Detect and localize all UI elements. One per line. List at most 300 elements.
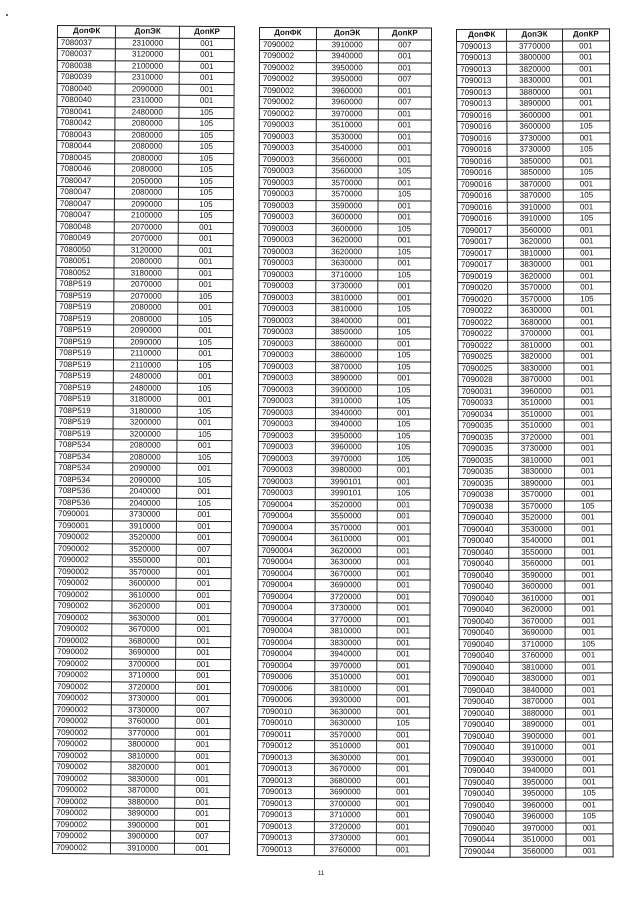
dopfk-cell: 708P534 bbox=[55, 451, 113, 463]
dopfk-cell: 708P519 bbox=[55, 347, 113, 359]
table-row bbox=[53, 704, 230, 717]
dopfk-cell: 7090003 bbox=[259, 143, 316, 155]
dopek-cell: 3620000 bbox=[508, 271, 563, 283]
table-row bbox=[458, 454, 611, 466]
dopek-cell: 3560000 bbox=[316, 154, 378, 166]
dopkr-cell: 105 bbox=[376, 718, 429, 730]
table-row bbox=[55, 382, 232, 395]
table-row bbox=[53, 761, 230, 774]
table-row bbox=[257, 809, 429, 821]
dopkr-cell: 105 bbox=[377, 327, 430, 339]
dopkr-cell: 001 bbox=[377, 522, 430, 534]
dopek-cell: 3180000 bbox=[114, 394, 178, 406]
dopek-cell: 3700000 bbox=[508, 328, 563, 340]
dopfk-cell: 7090040 bbox=[460, 777, 511, 789]
dopek-cell: 3550000 bbox=[509, 547, 564, 559]
table-row bbox=[460, 776, 613, 788]
dopek-cell: 3600000 bbox=[507, 110, 562, 122]
dopfk-cell: 7090040 bbox=[460, 800, 511, 812]
dopek-cell: 3810000 bbox=[508, 248, 563, 260]
table-row bbox=[55, 347, 232, 360]
table-row bbox=[259, 315, 431, 327]
dopek-cell: 3900000 bbox=[111, 831, 175, 843]
dopfk-cell: 7090013 bbox=[258, 752, 315, 764]
dopek-cell: 3720000 bbox=[509, 432, 564, 444]
dopkr-cell: 001 bbox=[563, 132, 610, 144]
dopkr-cell: 001 bbox=[564, 362, 611, 374]
dopkr-cell: 001 bbox=[175, 797, 230, 809]
table-row bbox=[55, 485, 232, 498]
dopfk-cell: 7090044 bbox=[460, 846, 511, 858]
dopkr-cell: 001 bbox=[179, 61, 234, 73]
table-row bbox=[54, 520, 231, 533]
dopek-cell: 3620000 bbox=[509, 604, 564, 616]
dopkr-cell: 001 bbox=[179, 84, 234, 96]
dopfk-cell: 7090040 bbox=[460, 754, 511, 766]
dopek-cell: 3630000 bbox=[316, 258, 378, 270]
dopfk-cell: 7090003 bbox=[259, 396, 316, 408]
dopkr-cell: 001 bbox=[178, 268, 233, 280]
dopfk-cell: 7090040 bbox=[459, 593, 510, 605]
dopfk-cell: 7090040 bbox=[459, 639, 510, 651]
dopek-cell: 3820000 bbox=[507, 64, 562, 76]
dopkr-cell: 001 bbox=[565, 730, 612, 742]
dopfk-cell: 7090040 bbox=[460, 788, 511, 800]
table-row bbox=[53, 715, 230, 728]
dopkr-cell: 105 bbox=[378, 166, 431, 178]
dopfk-cell: 7090004 bbox=[258, 648, 315, 660]
table-row bbox=[460, 799, 613, 811]
table-row bbox=[459, 707, 612, 719]
dopfk-cell: 7090003 bbox=[259, 304, 316, 316]
dopek-cell: 3960000 bbox=[510, 811, 565, 823]
dopek-cell: 2070000 bbox=[114, 279, 178, 291]
dopkr-cell: 001 bbox=[178, 279, 233, 291]
dopfk-cell: 7090003 bbox=[259, 350, 316, 362]
table-row bbox=[457, 236, 610, 248]
dopkr-cell: 001 bbox=[376, 741, 429, 753]
dopkr-cell: 001 bbox=[562, 40, 609, 52]
table-row bbox=[259, 246, 431, 258]
dopek-cell: 3620000 bbox=[112, 601, 176, 613]
dopkr-cell: 001 bbox=[175, 785, 230, 797]
dopfk-cell: 7090003 bbox=[259, 131, 316, 143]
dopkr-cell: 001 bbox=[565, 707, 612, 719]
dopkr-cell: 001 bbox=[378, 108, 431, 120]
dopfk-cell: 708P519 bbox=[56, 336, 114, 348]
table-row bbox=[53, 738, 230, 751]
dopkr-cell: 001 bbox=[378, 143, 431, 155]
table-row bbox=[259, 108, 431, 120]
dopfk-cell: 7090004 bbox=[258, 625, 315, 637]
table-row bbox=[258, 487, 430, 499]
page-number: 11 bbox=[318, 871, 325, 877]
dopek-cell: 3520000 bbox=[113, 532, 177, 544]
table-row bbox=[259, 212, 431, 224]
table-row bbox=[259, 223, 431, 235]
dopkr-cell: 001 bbox=[562, 98, 609, 110]
dopek-cell: 3960000 bbox=[316, 97, 378, 109]
dopfk-cell: 7090003 bbox=[259, 281, 316, 293]
dopfk-cell: 7090040 bbox=[459, 708, 510, 720]
header-dopfk: ДопФК bbox=[457, 29, 508, 41]
dopkr-cell: 001 bbox=[175, 693, 230, 705]
dopek-cell: 2080000 bbox=[115, 187, 179, 199]
dopfk-cell: 7090002 bbox=[53, 738, 111, 750]
dopfk-cell: 7090010 bbox=[258, 706, 315, 718]
dopfk-cell: 7090002 bbox=[53, 784, 111, 796]
dopek-cell: 3600000 bbox=[509, 581, 564, 593]
dopfk-cell: 7090002 bbox=[54, 658, 112, 670]
dopek-cell: 3770000 bbox=[507, 41, 562, 53]
dopkr-cell: 105 bbox=[179, 187, 234, 199]
dopek-cell: 3620000 bbox=[316, 246, 378, 258]
table-row bbox=[258, 683, 430, 695]
dopek-cell: 3540000 bbox=[316, 143, 378, 155]
dopfk-cell: 7090002 bbox=[53, 692, 111, 704]
dopkr-cell: 001 bbox=[376, 764, 429, 776]
table-row bbox=[57, 152, 234, 165]
table-row bbox=[55, 416, 232, 429]
table-row bbox=[259, 154, 431, 166]
dopkr-cell: 105 bbox=[377, 453, 430, 465]
table-row bbox=[458, 259, 611, 271]
dopfk-cell: 7090002 bbox=[54, 554, 112, 566]
dopkr-cell: 001 bbox=[565, 684, 612, 696]
dopek-cell: 3940000 bbox=[510, 765, 565, 777]
table-row bbox=[457, 155, 610, 167]
dopkr-cell: 001 bbox=[175, 808, 230, 820]
table-row bbox=[258, 407, 430, 419]
table-row bbox=[57, 95, 234, 108]
dopkr-cell: 001 bbox=[377, 568, 430, 580]
dopkr-cell: 105 bbox=[377, 304, 430, 316]
dopfk-cell: 7090002 bbox=[259, 97, 316, 109]
dopfk-cell: 7090004 bbox=[258, 568, 315, 580]
dopkr-cell: 001 bbox=[377, 603, 430, 615]
dopek-cell: 3850000 bbox=[508, 167, 563, 179]
dopkr-cell: 001 bbox=[564, 523, 611, 535]
dopek-cell: 2080000 bbox=[115, 129, 179, 141]
dopfk-cell: 7090035 bbox=[458, 466, 509, 478]
dopkr-cell: 105 bbox=[177, 429, 232, 441]
dopfk-cell: 7090016 bbox=[457, 156, 508, 168]
dopfk-cell: 7090002 bbox=[259, 51, 316, 63]
dopek-cell: 3630000 bbox=[315, 557, 377, 569]
table-row bbox=[459, 684, 612, 696]
dopek-cell: 2040000 bbox=[113, 497, 177, 509]
dopkr-cell: 001 bbox=[378, 62, 431, 74]
dopek-cell: 3840000 bbox=[315, 315, 377, 327]
dopek-cell: 2090000 bbox=[113, 463, 177, 475]
dopkr-cell: 001 bbox=[563, 247, 610, 259]
dopek-cell: 3630000 bbox=[314, 752, 376, 764]
dopek-cell: 3980000 bbox=[315, 465, 377, 477]
dopkr-cell: 001 bbox=[566, 834, 613, 846]
dopkr-cell: 105 bbox=[177, 475, 232, 487]
table-row bbox=[458, 374, 611, 386]
table-row bbox=[56, 267, 233, 280]
dopek-cell: 3820000 bbox=[508, 351, 563, 363]
table-row bbox=[57, 60, 234, 73]
dopkr-cell: 105 bbox=[377, 269, 430, 281]
dopek-cell: 3550000 bbox=[113, 555, 177, 567]
header-dopkr: ДопКР bbox=[378, 28, 431, 40]
dopkr-cell: 007 bbox=[176, 544, 231, 556]
code-table-3 bbox=[456, 28, 614, 858]
table-row bbox=[53, 807, 230, 820]
table-row bbox=[457, 132, 610, 144]
dopkr-cell: 001 bbox=[176, 567, 231, 579]
table-row bbox=[54, 658, 231, 671]
dopfk-cell: 7090017 bbox=[458, 259, 509, 271]
dopkr-cell: 001 bbox=[176, 624, 231, 636]
table-row bbox=[458, 351, 611, 363]
table-row bbox=[458, 282, 611, 294]
dopkr-cell: 001 bbox=[178, 245, 233, 257]
dopek-cell: 3890000 bbox=[509, 478, 564, 490]
dopek-cell: 3590000 bbox=[509, 570, 564, 582]
dopkr-cell: 007 bbox=[378, 39, 431, 51]
dopkr-cell: 001 bbox=[378, 85, 431, 97]
dopkr-cell: 001 bbox=[377, 511, 430, 523]
dopek-cell: 3520000 bbox=[315, 499, 377, 511]
dopek-cell: 3730000 bbox=[314, 833, 376, 845]
dopkr-cell: 001 bbox=[564, 569, 611, 581]
table-row bbox=[460, 845, 613, 857]
dopkr-cell: 001 bbox=[377, 373, 430, 385]
dopfk-cell: 7090006 bbox=[258, 694, 315, 706]
dopkr-cell: 001 bbox=[563, 305, 610, 317]
dopek-cell: 2100000 bbox=[116, 60, 180, 72]
dopkr-cell: 105 bbox=[378, 189, 431, 201]
dopfk-cell: 7090002 bbox=[54, 623, 112, 635]
dopfk-cell: 7090002 bbox=[53, 830, 111, 842]
table-body bbox=[257, 39, 431, 856]
dopek-cell: 3510000 bbox=[509, 420, 564, 432]
table-row bbox=[53, 773, 230, 786]
dopkr-cell: 001 bbox=[177, 417, 232, 429]
dopfk-cell: 7090016 bbox=[457, 121, 508, 133]
dopfk-cell: 7090002 bbox=[259, 62, 316, 74]
table-row bbox=[56, 290, 233, 303]
dopfk-cell: 708P519 bbox=[55, 393, 113, 405]
dopek-cell: 3850000 bbox=[315, 327, 377, 339]
dopfk-cell: 7090002 bbox=[54, 566, 112, 578]
dopek-cell: 3710000 bbox=[112, 670, 176, 682]
dopkr-cell: 001 bbox=[565, 776, 612, 788]
table-row bbox=[457, 40, 610, 52]
table-row bbox=[459, 592, 612, 604]
dopfk-cell: 7090003 bbox=[259, 154, 316, 166]
table-row bbox=[258, 591, 430, 603]
dopkr-cell: 105 bbox=[563, 144, 610, 156]
dopek-cell: 3810000 bbox=[111, 750, 175, 762]
dopek-cell: 3720000 bbox=[314, 821, 376, 833]
dopkr-cell: 001 bbox=[564, 546, 611, 558]
table-row bbox=[459, 673, 612, 685]
dopek-cell: 3520000 bbox=[509, 512, 564, 524]
dopfk-cell: 7090002 bbox=[54, 531, 112, 543]
dopkr-cell: 105 bbox=[565, 811, 612, 823]
dopkr-cell: 001 bbox=[565, 661, 612, 673]
table-body bbox=[457, 40, 614, 857]
dopkr-cell: 001 bbox=[563, 236, 610, 248]
table-row bbox=[459, 615, 612, 627]
dopkr-cell: 001 bbox=[565, 765, 612, 777]
dopfk-cell: 7090004 bbox=[258, 556, 315, 568]
dopfk-cell: 7090002 bbox=[54, 635, 112, 647]
dopkr-cell: 001 bbox=[175, 728, 230, 740]
dopfk-cell: 7090040 bbox=[459, 696, 510, 708]
dopfk-cell: 7080047 bbox=[56, 209, 114, 221]
dopfk-cell: 7090017 bbox=[457, 225, 508, 237]
table-row bbox=[458, 385, 611, 397]
dopek-cell: 3940000 bbox=[316, 51, 378, 63]
dopkr-cell: 001 bbox=[176, 601, 231, 613]
scan-speck bbox=[6, 14, 8, 16]
table-row bbox=[459, 558, 612, 570]
table-row bbox=[57, 175, 234, 188]
table-row bbox=[57, 141, 234, 154]
dopek-cell: 3830000 bbox=[508, 363, 563, 375]
dopfk-cell: 7090010 bbox=[258, 717, 315, 729]
table-row bbox=[458, 339, 611, 351]
table-row bbox=[258, 464, 430, 476]
table-row bbox=[459, 489, 612, 501]
dopek-cell: 3860000 bbox=[315, 350, 377, 362]
dopek-cell: 3870000 bbox=[315, 361, 377, 373]
dopfk-cell: 7080039 bbox=[57, 72, 115, 84]
dopkr-cell: 001 bbox=[564, 535, 611, 547]
dopkr-cell: 105 bbox=[378, 246, 431, 258]
dopkr-cell: 105 bbox=[179, 141, 234, 153]
dopfk-cell: 7090002 bbox=[53, 773, 111, 785]
table-row bbox=[259, 85, 431, 97]
dopfk-cell: 7090019 bbox=[458, 271, 509, 283]
table-row bbox=[258, 568, 430, 580]
table-row bbox=[257, 798, 429, 810]
table-row bbox=[259, 338, 431, 350]
table-row bbox=[258, 752, 430, 764]
dopkr-cell: 001 bbox=[175, 774, 230, 786]
dopkr-cell: 001 bbox=[377, 580, 430, 592]
dopkr-cell: 001 bbox=[178, 222, 233, 234]
dopkr-cell: 001 bbox=[565, 742, 612, 754]
dopkr-cell: 001 bbox=[377, 545, 430, 557]
dopfk-cell: 7090004 bbox=[258, 545, 315, 557]
table-row bbox=[259, 384, 431, 396]
dopfk-cell: 708P519 bbox=[55, 359, 113, 371]
table-row bbox=[56, 209, 233, 222]
dopkr-cell: 001 bbox=[378, 235, 431, 247]
table-row bbox=[458, 305, 611, 317]
dopek-cell: 2070000 bbox=[115, 221, 179, 233]
dopkr-cell: 001 bbox=[178, 233, 233, 245]
dopfk-cell: 7090003 bbox=[258, 441, 315, 453]
table-row bbox=[258, 717, 430, 729]
dopfk-cell: 708P519 bbox=[56, 278, 114, 290]
table-row bbox=[457, 144, 610, 156]
table-row bbox=[57, 49, 234, 62]
table-row bbox=[460, 730, 613, 742]
dopkr-cell: 001 bbox=[565, 615, 612, 627]
table-row bbox=[259, 292, 431, 304]
table-row bbox=[459, 650, 612, 662]
dopkr-cell: 001 bbox=[564, 581, 611, 593]
dopkr-cell: 105 bbox=[563, 190, 610, 202]
dopkr-cell: 001 bbox=[565, 753, 612, 765]
dopek-cell: 3570000 bbox=[509, 489, 564, 501]
dopfk-cell: 7090040 bbox=[460, 742, 511, 754]
dopkr-cell: 001 bbox=[377, 614, 430, 626]
table-row bbox=[259, 166, 431, 178]
dopek-cell: 3910000 bbox=[510, 742, 565, 754]
dopek-cell: 3550000 bbox=[315, 511, 377, 523]
dopkr-cell: 001 bbox=[176, 682, 231, 694]
dopfk-cell: 7090028 bbox=[458, 374, 509, 386]
dopkr-cell: 001 bbox=[564, 374, 611, 386]
dopek-cell: 3610000 bbox=[112, 589, 176, 601]
dopfk-cell: 7090013 bbox=[457, 64, 508, 76]
dopek-cell: 2080000 bbox=[115, 152, 179, 164]
dopek-cell: 3690000 bbox=[314, 787, 376, 799]
dopfk-cell: 7090040 bbox=[459, 616, 510, 628]
dopek-cell: 2480000 bbox=[114, 382, 178, 394]
dopek-cell: 3960000 bbox=[510, 800, 565, 812]
dopfk-cell: 7090040 bbox=[460, 765, 511, 777]
dopek-cell: 3120000 bbox=[116, 49, 180, 61]
dopfk-cell: 7090016 bbox=[457, 202, 508, 214]
dopek-cell: 3960000 bbox=[316, 85, 378, 97]
dopfk-cell: 708P536 bbox=[55, 485, 113, 497]
dopek-cell: 3970000 bbox=[316, 108, 378, 120]
table-row bbox=[457, 86, 610, 98]
dopek-cell: 3910000 bbox=[316, 39, 378, 51]
dopek-cell: 3880000 bbox=[111, 796, 175, 808]
dopfk-cell: 7090004 bbox=[258, 637, 315, 649]
table-row bbox=[257, 821, 429, 833]
table-row bbox=[459, 546, 612, 558]
table-row bbox=[53, 750, 230, 763]
table-row bbox=[56, 221, 233, 234]
dopek-cell: 3940000 bbox=[315, 649, 377, 661]
table-row bbox=[258, 453, 430, 465]
dopfk-cell: 7090003 bbox=[259, 200, 316, 212]
dopfk-cell: 7090003 bbox=[259, 235, 316, 247]
table-row bbox=[458, 316, 611, 328]
table-row bbox=[55, 497, 232, 510]
dopfk-cell: 7080049 bbox=[56, 232, 114, 244]
dopek-cell: 3570000 bbox=[315, 522, 377, 534]
code-table-1 bbox=[52, 25, 235, 855]
dopek-cell: 3510000 bbox=[316, 120, 378, 132]
dopek-cell: 3950000 bbox=[316, 74, 378, 86]
dopfk-cell: 7090002 bbox=[54, 589, 112, 601]
dopfk-cell: 7090002 bbox=[53, 715, 111, 727]
dopfk-cell: 708P519 bbox=[55, 428, 113, 440]
dopkr-cell: 105 bbox=[565, 788, 612, 800]
dopfk-cell: 7090022 bbox=[458, 305, 509, 317]
table-row bbox=[57, 164, 234, 177]
dopfk-cell: 7090002 bbox=[259, 39, 316, 51]
dopek-cell: 3760000 bbox=[510, 650, 565, 662]
dopfk-cell: 708P519 bbox=[56, 313, 114, 325]
dopfk-cell: 7090013 bbox=[457, 87, 508, 99]
dopfk-cell: 7090038 bbox=[459, 489, 510, 501]
dopfk-cell: 7090003 bbox=[259, 258, 316, 270]
table-row bbox=[257, 786, 429, 798]
